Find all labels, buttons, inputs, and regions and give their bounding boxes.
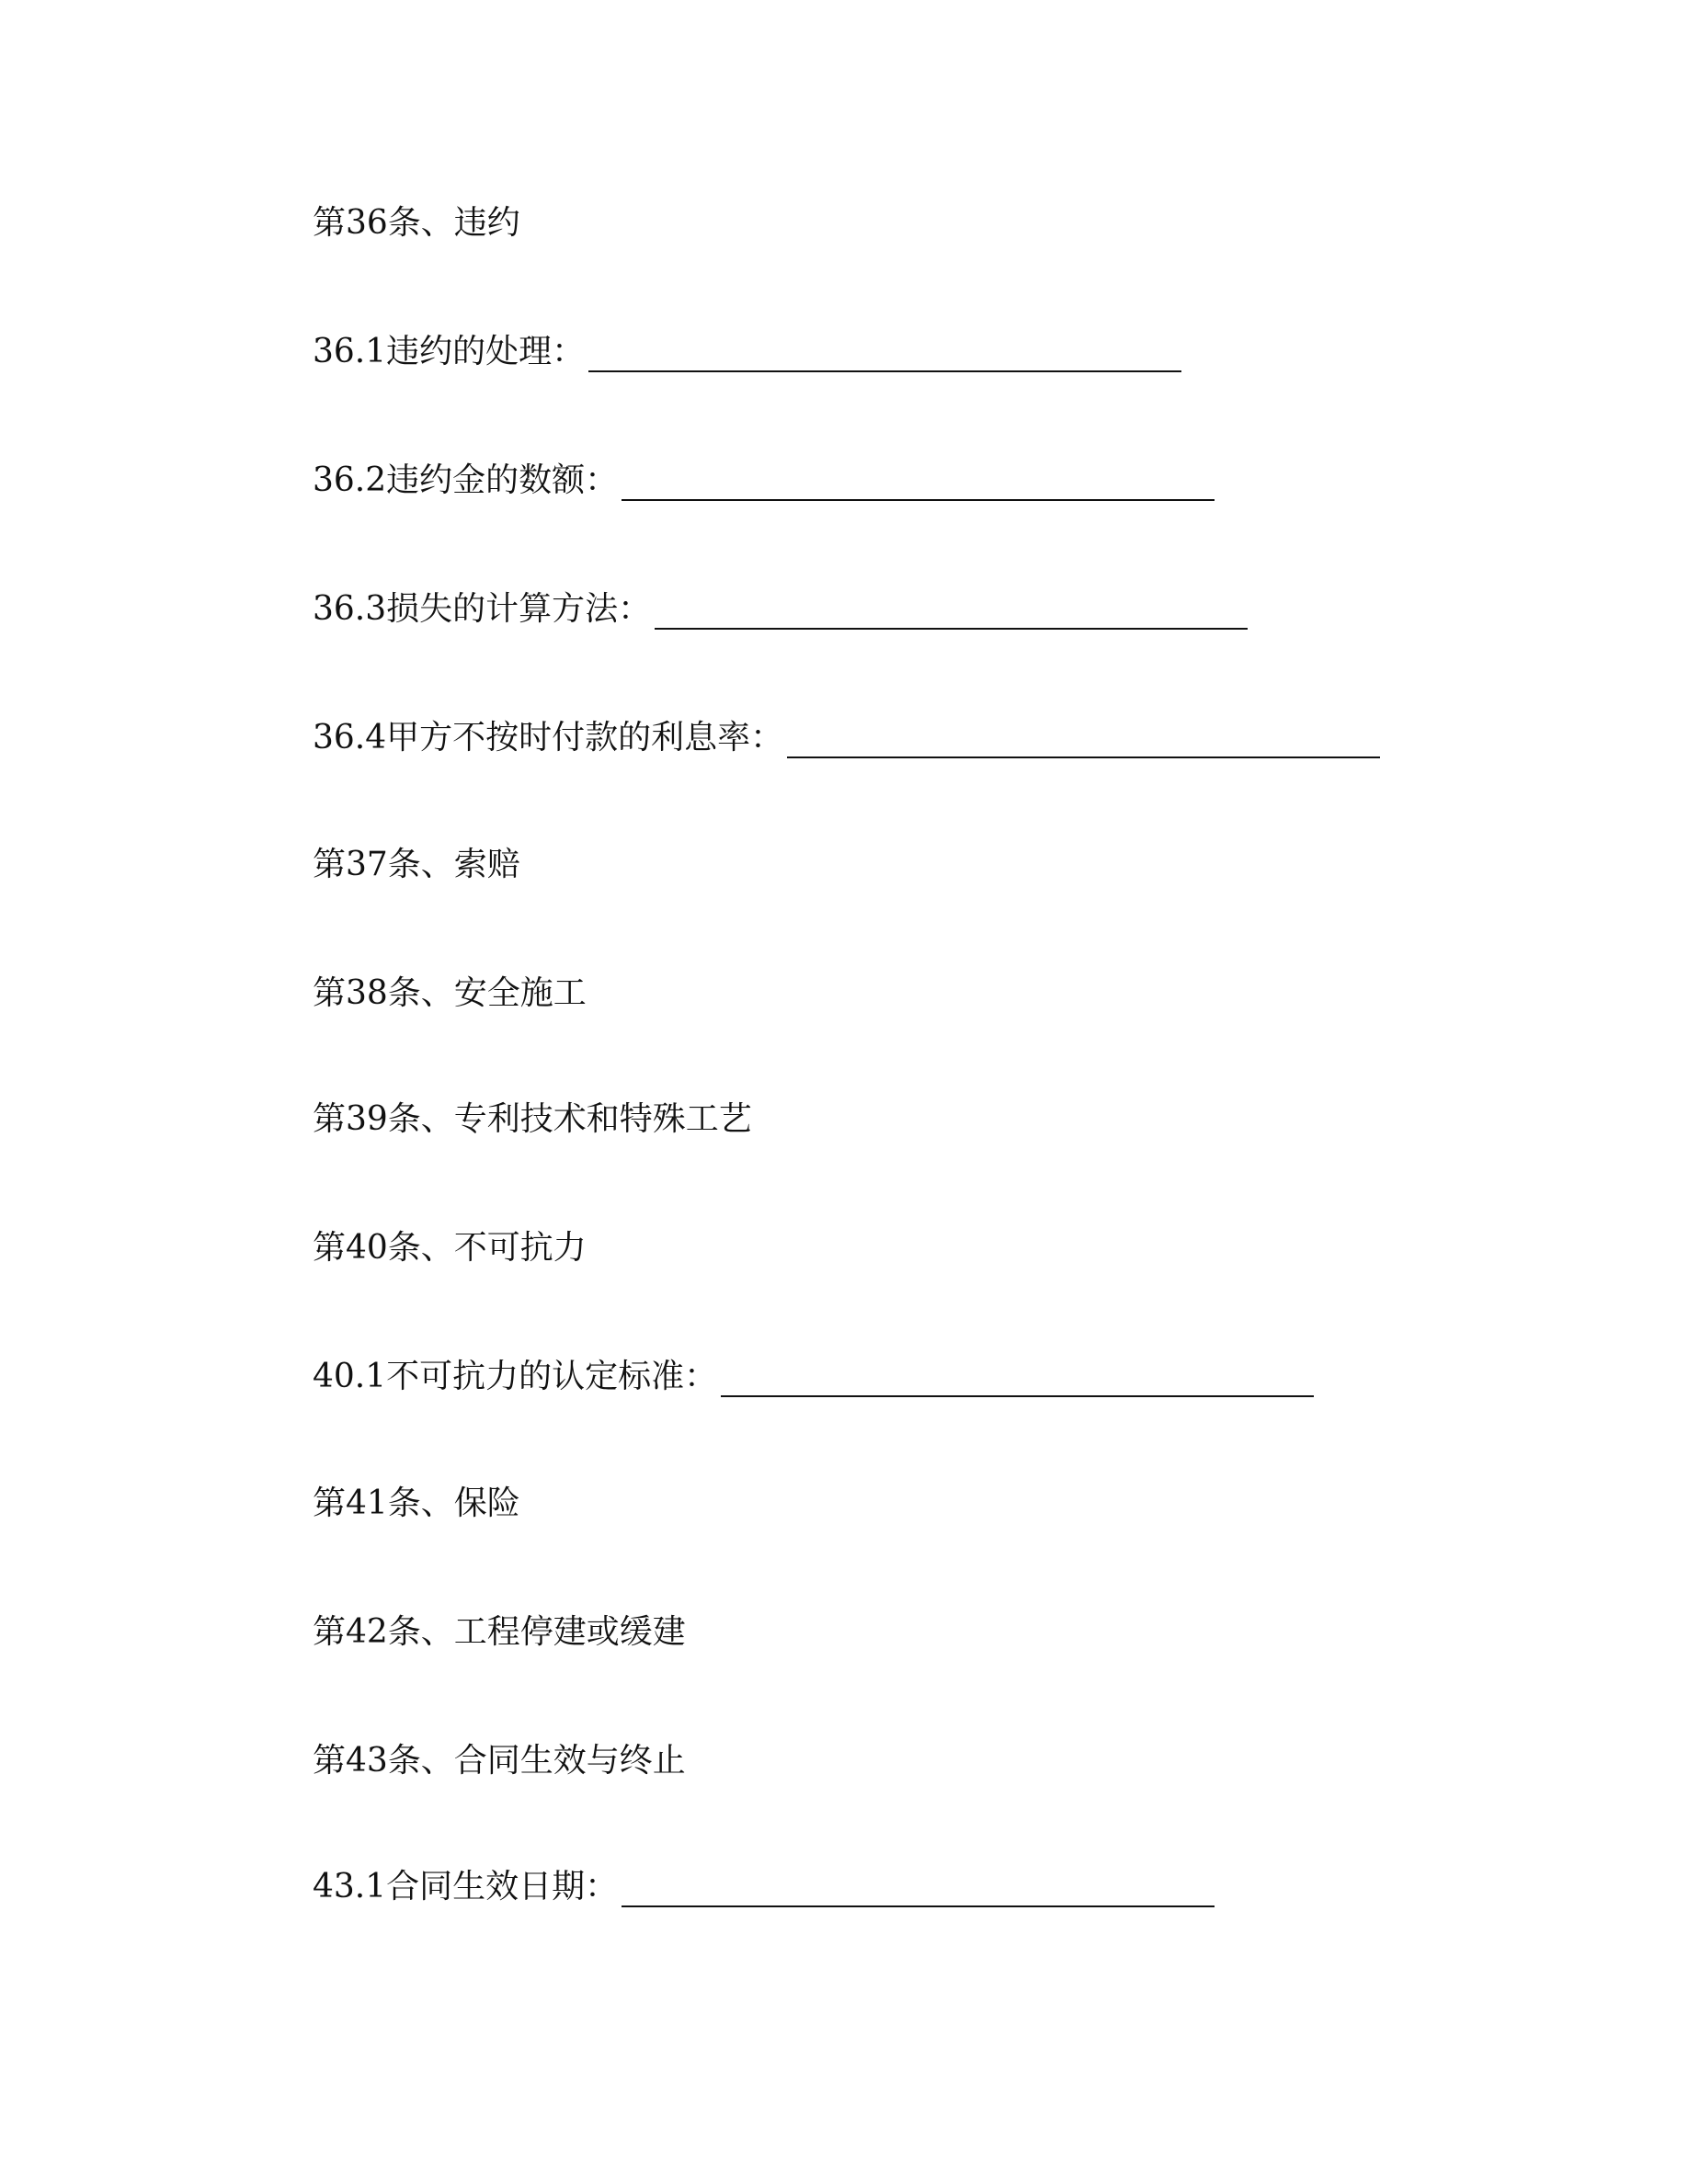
article-39-heading bbox=[313, 1085, 752, 1140]
line-text: 第36条、违约 bbox=[313, 204, 520, 242]
line-text: 36.3损失的计算方法： bbox=[313, 590, 652, 628]
clause-36-2 bbox=[313, 446, 1215, 501]
article-41-heading bbox=[313, 1469, 520, 1524]
fill-in-blank bbox=[721, 1359, 1314, 1397]
fill-in-blank bbox=[622, 462, 1215, 501]
line-text: 第41条、保险 bbox=[313, 1484, 520, 1522]
line-text: 第37条、索赔 bbox=[313, 846, 520, 883]
line-text: 第42条、工程停建或缓建 bbox=[313, 1613, 686, 1651]
line-text: 第39条、专利技术和特殊工艺 bbox=[313, 1100, 752, 1138]
fill-in-blank bbox=[655, 591, 1248, 630]
fill-in-blank bbox=[787, 720, 1380, 758]
line-text: 第43条、合同生效与终止 bbox=[313, 1742, 686, 1780]
fill-in-blank bbox=[588, 334, 1181, 372]
line-text: 40.1不可抗力的认定标准： bbox=[313, 1358, 718, 1395]
clause-43-1 bbox=[313, 1852, 1215, 1907]
fill-in-blank bbox=[622, 1869, 1215, 1907]
clause-40-1 bbox=[313, 1342, 1314, 1397]
clause-36-1 bbox=[313, 317, 1181, 372]
article-42-heading bbox=[313, 1598, 686, 1653]
clause-36-4 bbox=[313, 703, 1380, 758]
clause-36-3 bbox=[313, 574, 1248, 630]
article-40-heading bbox=[313, 1213, 587, 1268]
article-36-heading bbox=[313, 188, 520, 244]
article-43-heading bbox=[313, 1726, 686, 1781]
line-text: 36.4甲方不按时付款的利息率： bbox=[313, 719, 784, 756]
article-38-heading bbox=[313, 959, 587, 1014]
line-text: 36.2违约金的数额： bbox=[313, 461, 619, 499]
line-text: 第38条、安全施工 bbox=[313, 974, 587, 1012]
line-text: 第40条、不可抗力 bbox=[313, 1229, 587, 1267]
article-37-heading bbox=[313, 830, 520, 885]
line-text: 43.1合同生效日期： bbox=[313, 1868, 619, 1905]
line-text: 36.1违约的处理： bbox=[313, 333, 586, 370]
